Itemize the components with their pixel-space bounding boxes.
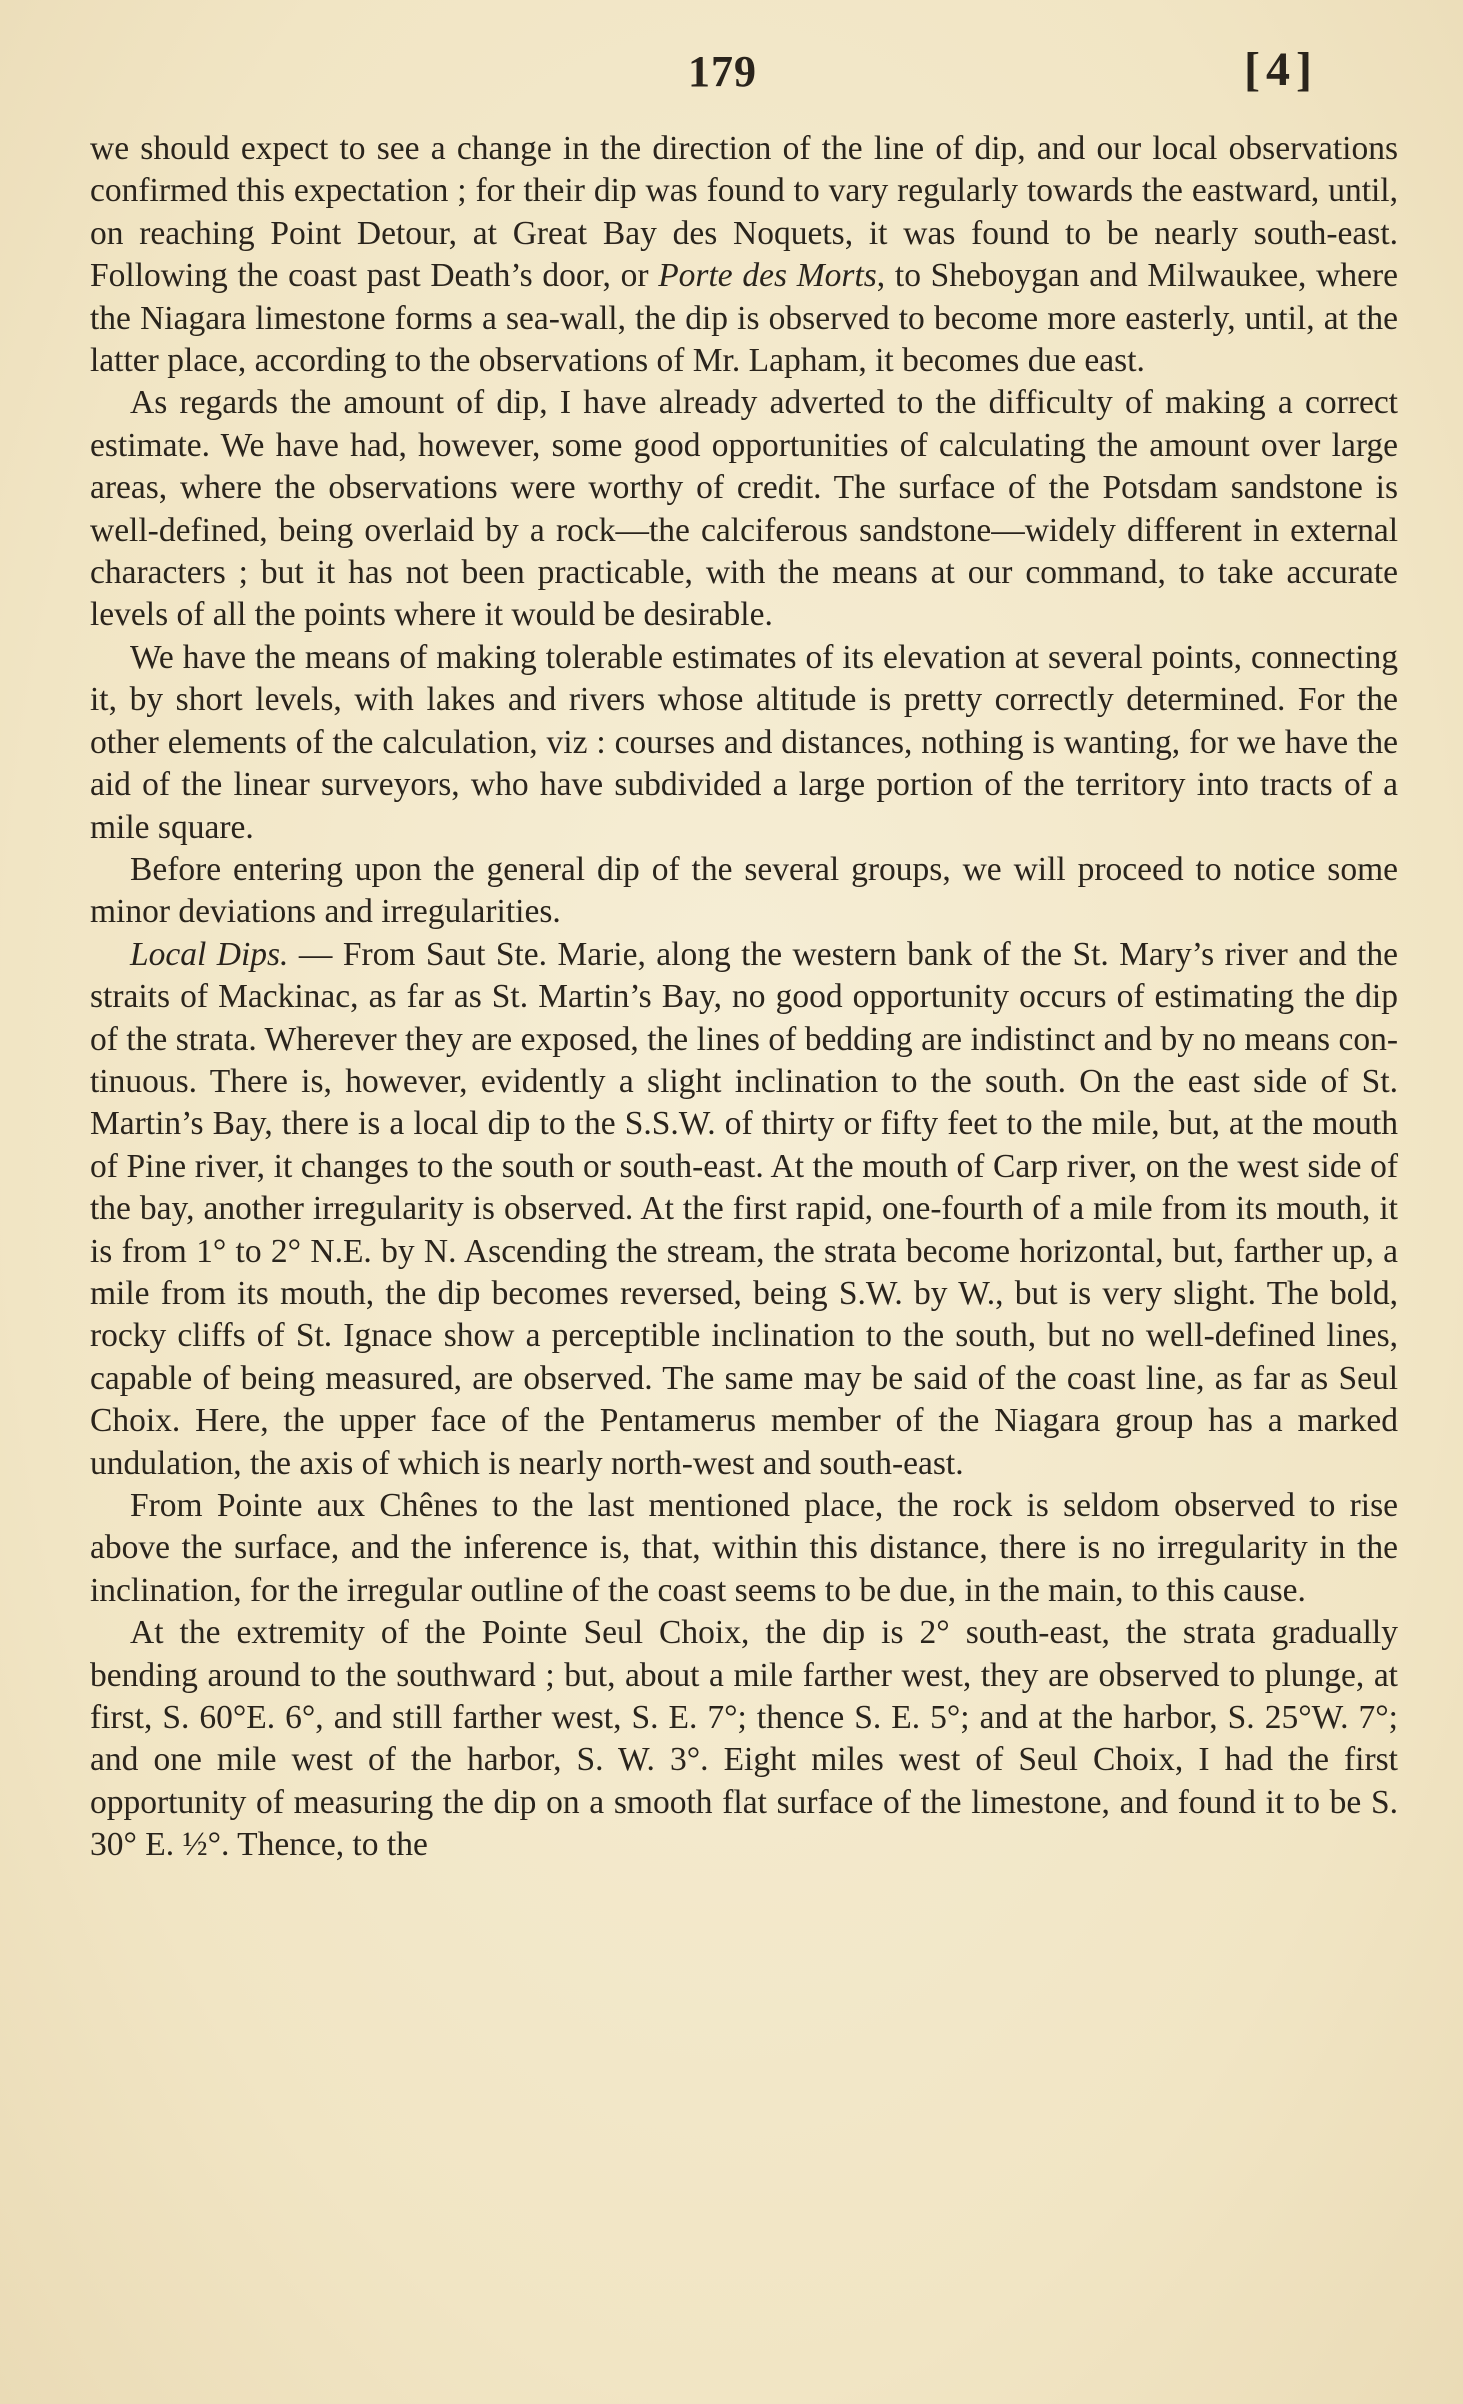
paragraph-5 <box>90 934 1398 1485</box>
paragraph-2 <box>90 382 1398 636</box>
paragraph-1-text: we should expect to see a change in the direction of the line of dip, and our local observations confirmed this expectation ; for their dip was found to vary regularly towards the eastward, until, on reaching Point Detour, at Great Bay des Noquets, it was found to be nearly south-east. Following the coast past Death’s door, or <box>90 130 1398 295</box>
paragraph-3 <box>90 637 1398 849</box>
paragraph-7 <box>90 1612 1398 1866</box>
section-heading-local-dips: Local Dips. <box>130 935 289 973</box>
paragraph-5-text: — From Saut Ste. Marie, along the western bank of the St. Mary’s river and the straits of Mackinac, as far as St. Martin’s Bay, no good opportunity occurs of estimating the dip of the strata. Wherever they are exposed, the lines of bedding are indistinct and by no means continuous. There is, however, evidently a slight inclination to the south. On the east side of St. Martin’s Bay, there is a local dip to the S.S.W. of thirty or fifty feet to the mile, but, at the mouth of Pine river, it changes to the south or south-east. At the mouth of Carp river, on the west side of the bay, another irregularity is observed. At the first rapid, one-fourth of a mile from its mouth, it is from 1° to 2° N.E. by N. Ascending the stream, the strata become horizontal, but, farther up, a mile from its mouth, the dip becomes reversed, being S.W. by W., but is very slight. The bold, rocky cliffs of St. Ignace show a perceptible inclination to the south, but no well-defined lines, capable of being measured, are observed. The same may be said of the coast line, as far as Seul Choix. Here, the upper face of the Pentamerus member of the Niagara group has a marked undulation, the axis of which is nearly north-west and south-east. <box>90 935 1398 1482</box>
body-text <box>90 128 1398 1867</box>
document-number: [4] <box>1244 43 1318 96</box>
paragraph-1 <box>90 128 1398 382</box>
paragraph-6 <box>90 1485 1398 1612</box>
page-number: 179 <box>688 47 757 96</box>
page-header <box>0 40 1463 110</box>
paragraph-1-text-continued: , to Sheboygan and Milwaukee, where the Niagara limestone forms a sea-wall, the dip is observed to become more easterly, until, at the latter place, according to the observations of Mr. Lapham, it becomes due east. <box>90 257 1398 380</box>
paragraph-6-text: From Pointe aux Chênes to the last mentioned place, the rock is seldom observed to rise above the surface, and the inference is, that, within this distance, there is no irregularity in the inclination, for the irregular outline of the coast seems to be due, in the main, to this cause. <box>90 1487 1398 1609</box>
paragraph-3-text: We have the means of making tolerable estimates of its elevation at several points, connecting it, by short levels, with lakes and rivers whose altitude is pretty correctly determined. For the other elements of the calculation, viz : courses and distances, nothing is wanting, for we have the aid of the linear surveyors, who have subdivided a large portion of the territory into tracts of a mile square. <box>90 638 1398 846</box>
paragraph-4-text: Before entering upon the general dip of the several groups, we will proceed to notice some minor deviations and irregularities. <box>90 850 1398 931</box>
paragraph-2-text: As regards the amount of dip, I have already adverted to the difficulty of making a correct estimate. We have had, however, some good opportunities of calculating the amount over large areas, where the observations were worthy of credit. The surface of the Potsdam sandstone is well-defined, being overlaid by a rock—the calciferous sandstone—widely different in external characters ; but it has not been practicable, with the means at our command, to take accurate levels of all the points where it would be desirable. <box>90 384 1398 634</box>
paragraph-4 <box>90 849 1398 934</box>
paragraph-7-text: At the extremity of the Pointe Seul Choix, the dip is 2° south-east, the strata gradually bending around to the southward ; but, about a mile farther west, they are observed to plunge, at first, S. 60°E. 6°, and still farther west, S. E. 7°; thence S. E. 5°; and at the harbor, S. 25°W. 7°; and one mile west of the harbor, S. W. 3°. Eight miles west of Seul Choix, I had the first opportunity of measuring the dip on a smooth flat surface of the limestone, and found it to be S. 30° E. ½°. Thence, to the <box>90 1614 1398 1864</box>
paragraph-1-italic-place-name: Porte des Morts <box>658 257 877 295</box>
